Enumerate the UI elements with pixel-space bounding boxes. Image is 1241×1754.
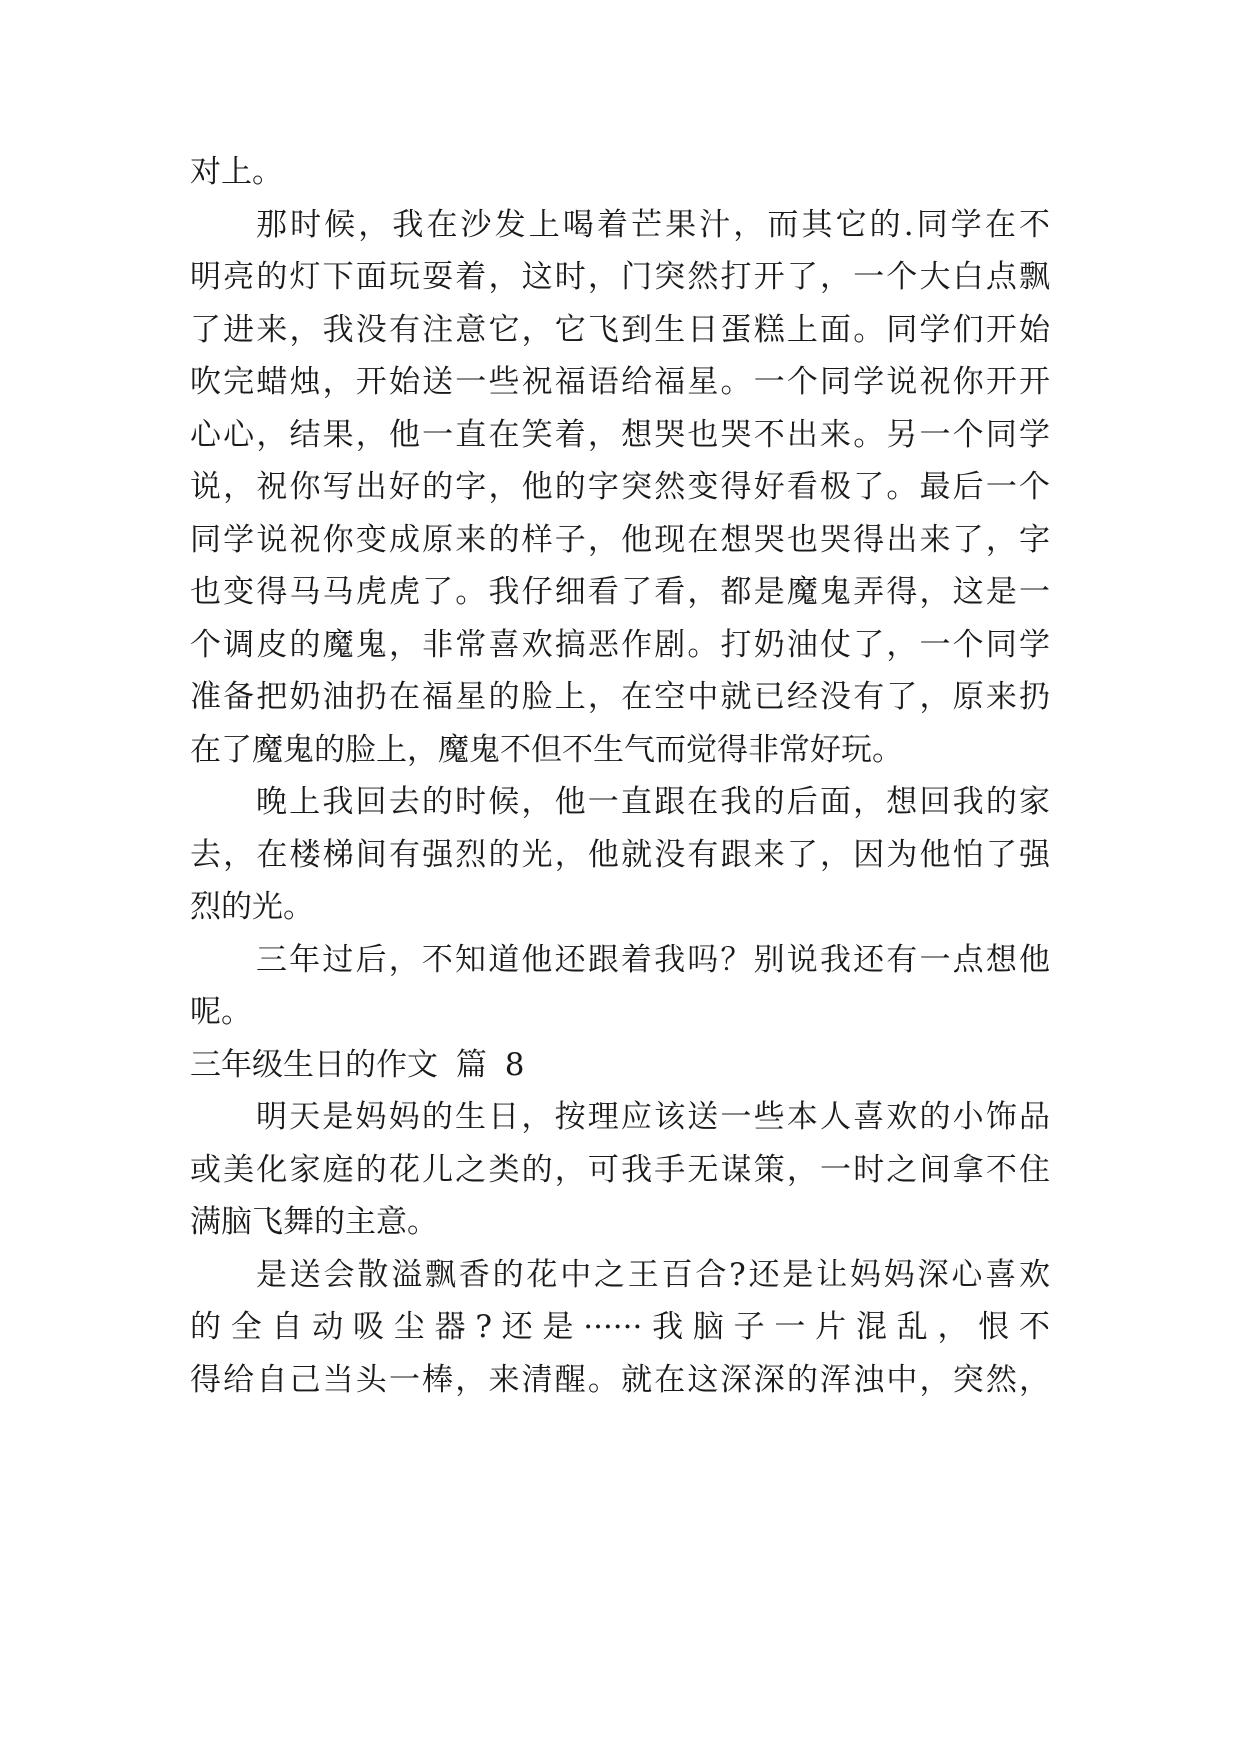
text-line: 明天是妈妈的生日，按理应该送一些本人喜欢的小饰品	[256, 1099, 1050, 1135]
text-line: 或美化家庭的花儿之类的，可我手无谋策，一时之间拿不住	[190, 1151, 1050, 1188]
text-line: 呢。	[190, 994, 252, 1030]
text-line: 同学说祝你变成原来的样子，他现在想哭也哭得出来了，字	[190, 521, 1050, 558]
text-line: 去，在楼梯间有强烈的光，他就没有跟来了，因为他怕了强	[190, 836, 1050, 873]
text-line: 对上。	[190, 154, 283, 190]
text-line: 的全自动吸尘器?还是······我脑子一片混乱，恨不	[190, 1309, 1050, 1345]
text-line: 在了魔鬼的脸上，魔鬼不但不生气而觉得非常好玩。	[190, 731, 903, 768]
text-line: 晚上我回去的时候，他一直跟在我的后面，想回我的家	[256, 784, 1050, 820]
text-line: 吹完蜡烛，开始送一些祝福语给福星。一个同学说祝你开开	[190, 364, 1050, 400]
text-line: 了进来，我没有注意它，它飞到生日蛋糕上面。同学们开始	[190, 311, 1050, 348]
text-line: 心心，结果，他一直在笑着，想哭也哭不出来。另一个同学	[190, 416, 1050, 453]
text-line: 个调皮的魔鬼，非常喜欢搞恶作剧。打奶油仗了，一个同学	[190, 626, 1050, 663]
text-line: 准备把奶油扔在福星的脸上，在空中就已经没有了，原来扔	[190, 679, 1050, 715]
text-line: 那时候，我在沙发上喝着芒果汁，而其它的.同学在不	[256, 206, 1050, 243]
text-line: 满脑飞舞的主意。	[190, 1204, 438, 1240]
text-line: 是送会散溢飘香的花中之王百合?还是让妈妈深心喜欢	[256, 1256, 1050, 1293]
text-line: 说，祝你写出好的字，他的字突然变得好看极了。最后一个	[190, 469, 1050, 505]
text-line: 也变得马马虎虎了。我仔细看了看，都是魔鬼弄得，这是一	[190, 574, 1050, 610]
text-line: 烈的光。	[190, 889, 314, 925]
text-line: 三年过后，不知道他还跟着我吗？别说我还有一点想他	[256, 941, 1050, 978]
section-heading: 三年级生日的作文 篇 8	[190, 1046, 525, 1083]
text-line: 明亮的灯下面玩耍着，这时，门突然打开了，一个大白点飘	[190, 259, 1050, 295]
text-line: 得给自己当头一棒，来清醒。就在这深深的浑浊中，突然，	[190, 1361, 1050, 1398]
